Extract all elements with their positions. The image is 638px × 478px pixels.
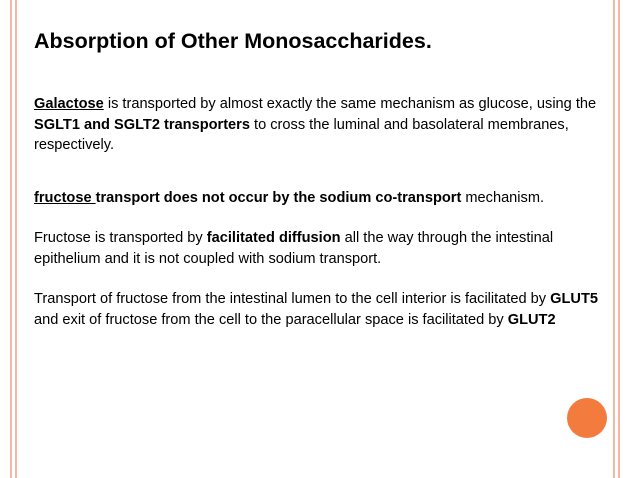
fructose-diffusion-paragraph <box>34 228 600 269</box>
fructose-intro-text: mechanism. <box>461 189 545 206</box>
galactose-paragraph <box>34 94 600 156</box>
fructose-term: fructose <box>34 189 96 206</box>
accent-circle <box>567 398 607 438</box>
frame-line-right-outer <box>618 0 620 478</box>
slide-body <box>34 94 600 330</box>
frame-line-left-inner <box>15 0 17 478</box>
fructose-glut-text-1: Transport of fructose from the intestinal lumen to the cell interior is facilitated by <box>34 291 551 307</box>
fructose-diffusion-text-2: all the way through the intestinal epithelium and it is not coupled with sodium transport. <box>34 230 554 267</box>
fructose-diffusion-text-1: Fructose is transported by <box>34 230 207 246</box>
galactose-text-2: to cross the luminal and basolateral membranes, respectively. <box>34 116 569 153</box>
facilitated-diffusion: facilitated diffusion <box>206 230 341 246</box>
slide-title: Absorption of Other Monosaccharides. <box>34 29 432 53</box>
frame-line-left-outer <box>10 0 12 478</box>
fructose-glut-paragraph <box>34 289 600 330</box>
fructose-intro-paragraph <box>34 188 600 209</box>
galactose-text-1: is transported by almost exactly the same mechanism as glucose, using the <box>103 96 597 112</box>
fructose-glut-text-2: and exit of fructose from the cell to the paracellular space is facilitated by <box>34 311 508 328</box>
fructose-intro-bold: transport does not occur by the sodium co-transport <box>95 189 462 206</box>
sglt-transporters: SGLT1 and SGLT2 transporters <box>34 116 250 133</box>
galactose-term: Galactose <box>34 96 104 112</box>
glut5: GLUT5 <box>550 291 598 307</box>
glut2: GLUT2 <box>507 311 556 328</box>
frame-line-right-inner <box>613 0 615 478</box>
